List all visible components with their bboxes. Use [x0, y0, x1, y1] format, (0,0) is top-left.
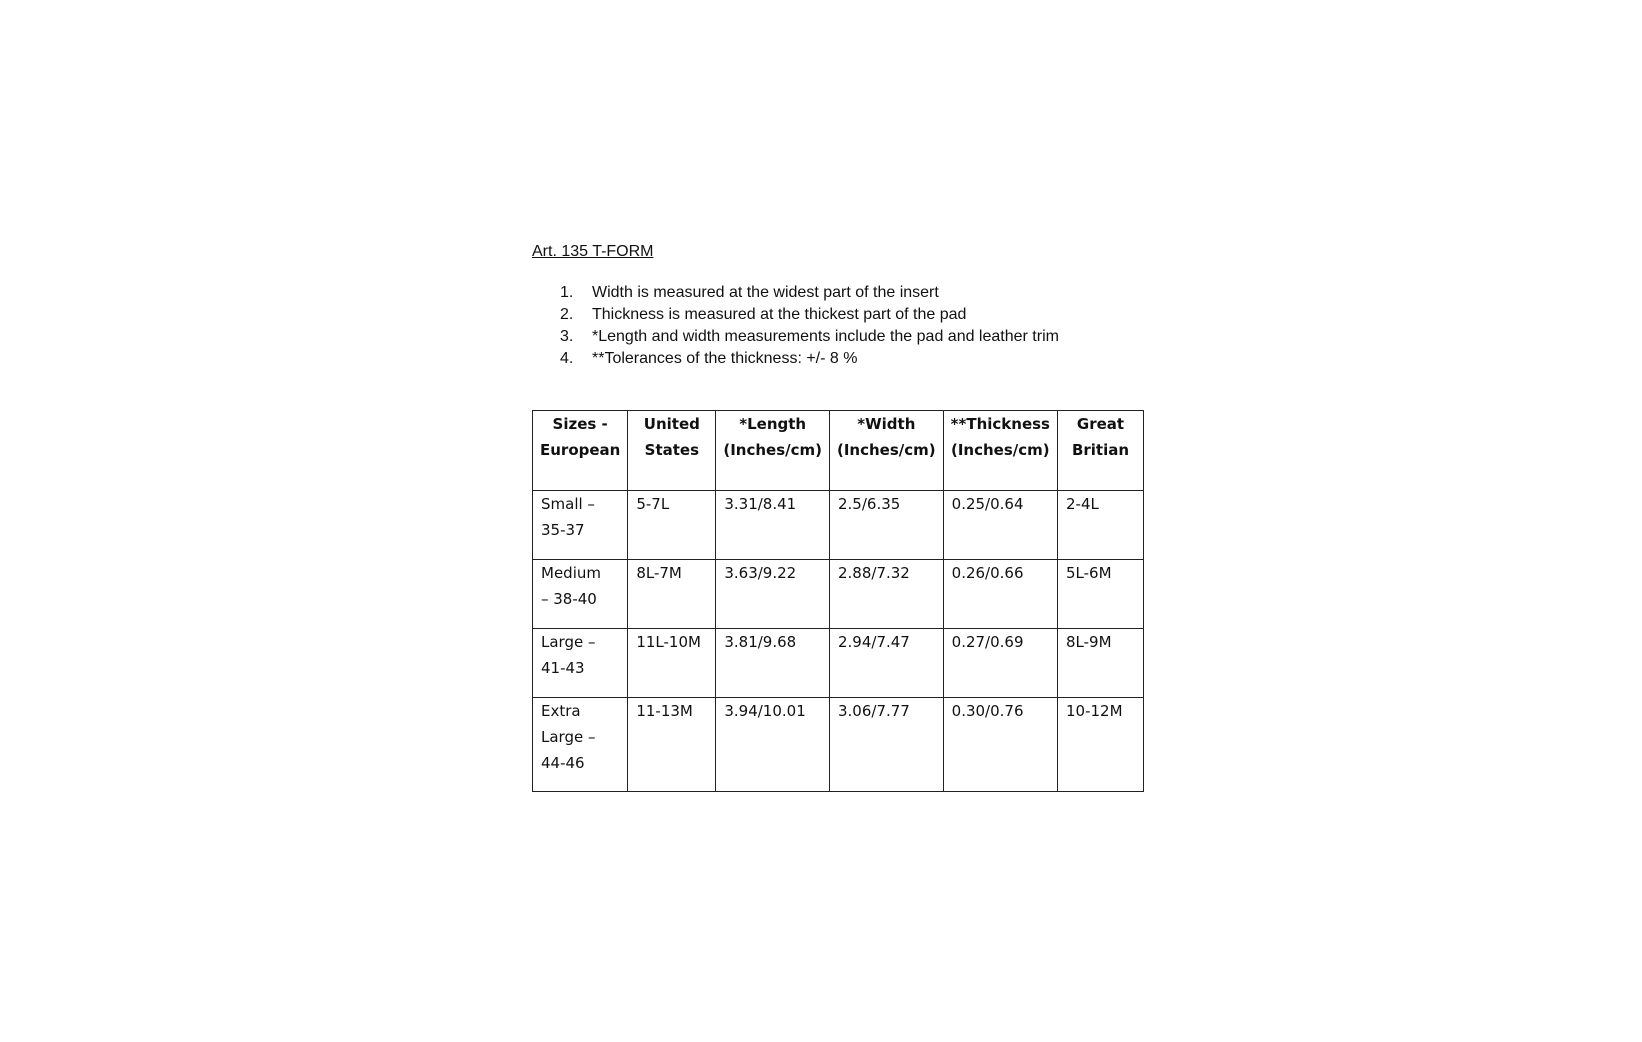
cell-length: 3.63/9.22	[716, 560, 830, 629]
cell-european-size: Small – 35-37	[533, 491, 628, 560]
cell-thickness: 0.26/0.66	[943, 560, 1057, 629]
table-row	[533, 629, 1144, 698]
cell-gb-size: 2-4L	[1057, 491, 1143, 560]
document-title: Art. 135 T-FORM	[532, 243, 654, 260]
cell-gb-size: 5L-6M	[1057, 560, 1143, 629]
cell-width: 2.94/7.47	[830, 629, 944, 698]
cell-thickness: 0.30/0.76	[943, 698, 1057, 792]
table-row	[533, 491, 1144, 560]
cell-us-size: 11-13M	[628, 698, 716, 792]
note-number: 1.	[560, 284, 574, 301]
note-item	[560, 326, 1059, 348]
note-item	[560, 304, 1059, 326]
header-united-states: United States	[628, 411, 716, 491]
cell-european-size: Large – 41-43	[533, 629, 628, 698]
cell-thickness: 0.25/0.64	[943, 491, 1057, 560]
note-text: *Length and width measurements include the pad and leather trim	[592, 328, 1059, 345]
cell-thickness: 0.27/0.69	[943, 629, 1057, 698]
cell-width: 3.06/7.77	[830, 698, 944, 792]
cell-us-size: 5-7L	[628, 491, 716, 560]
table-row	[533, 560, 1144, 629]
cell-european-size: Extra Large – 44-46	[533, 698, 628, 792]
cell-gb-size: 8L-9M	[1057, 629, 1143, 698]
cell-length: 3.81/9.68	[716, 629, 830, 698]
note-number: 4.	[560, 350, 574, 367]
table-header-row	[533, 411, 1144, 491]
header-length: *Length (Inches/cm)	[716, 411, 830, 491]
cell-length: 3.31/8.41	[716, 491, 830, 560]
note-item	[560, 282, 1059, 304]
table-row	[533, 698, 1144, 792]
cell-gb-size: 10-12M	[1057, 698, 1143, 792]
note-text: **Tolerances of the thickness: +/- 8 %	[592, 350, 858, 367]
cell-us-size: 8L-7M	[628, 560, 716, 629]
note-number: 3.	[560, 328, 574, 345]
header-width: *Width (Inches/cm)	[830, 411, 944, 491]
cell-length: 3.94/10.01	[716, 698, 830, 792]
size-table	[532, 410, 1144, 792]
notes-list	[560, 282, 1059, 370]
note-text: Width is measured at the widest part of the insert	[592, 284, 939, 301]
cell-us-size: 11L-10M	[628, 629, 716, 698]
cell-width: 2.5/6.35	[830, 491, 944, 560]
note-text: Thickness is measured at the thickest part of the pad	[592, 306, 967, 323]
header-great-britian: Great Britian	[1057, 411, 1143, 491]
note-number: 2.	[560, 306, 574, 323]
header-sizes-european: Sizes - European	[533, 411, 628, 491]
note-item	[560, 348, 1059, 370]
cell-width: 2.88/7.32	[830, 560, 944, 629]
cell-european-size: Medium – 38-40	[533, 560, 628, 629]
header-thickness: **Thickness (Inches/cm)	[943, 411, 1057, 491]
